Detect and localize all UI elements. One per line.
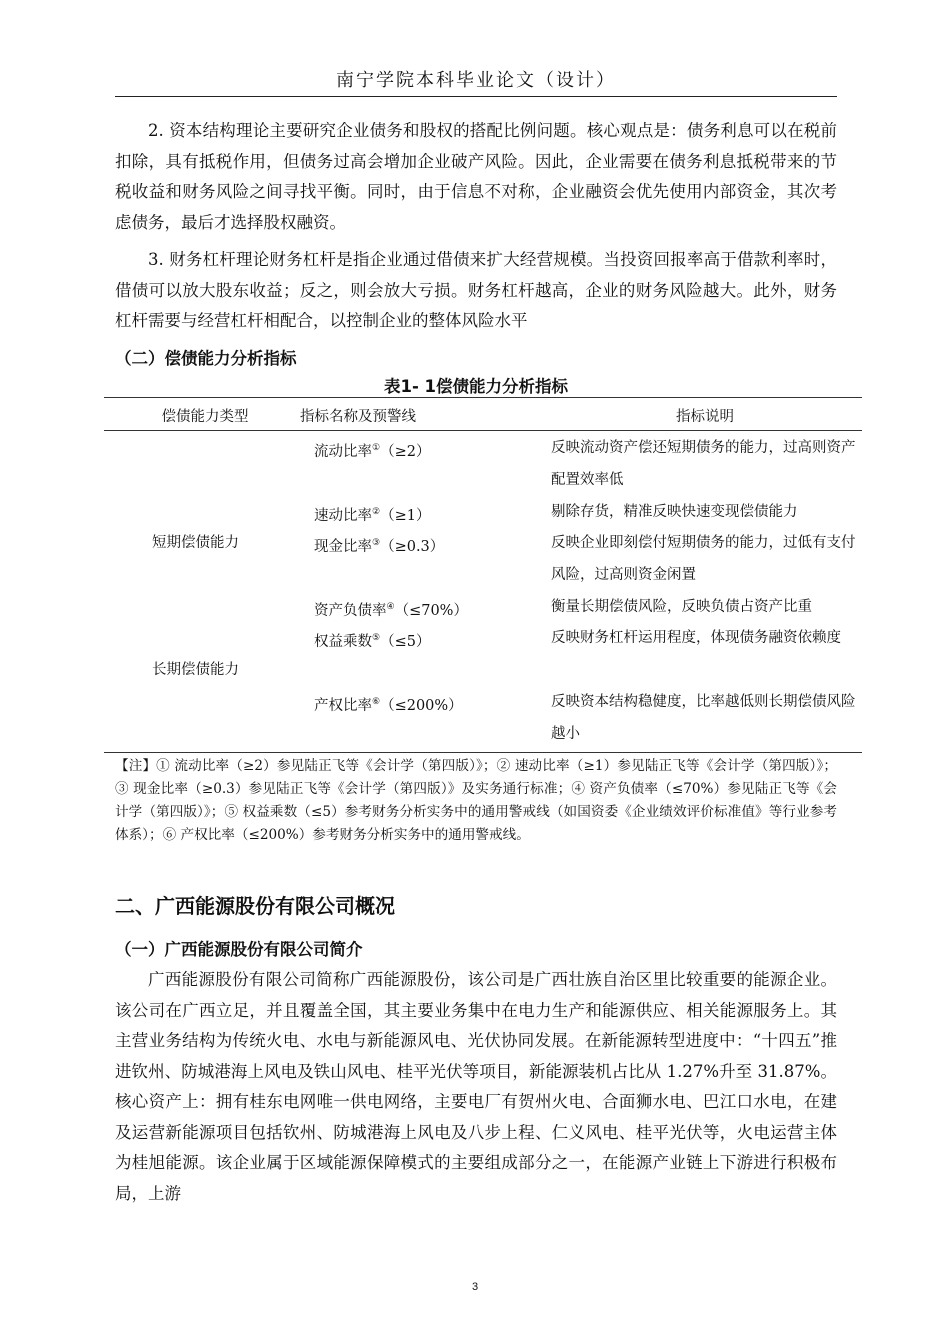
- table-row: 产权比率⑥（≤200%）: [314, 697, 463, 714]
- table-header-rule: [104, 430, 862, 431]
- group-short-term: 短期偿债能力: [152, 535, 239, 551]
- row-description: 反映流动资产偿还短期债务的能力，过高则资产配置效率低: [551, 440, 856, 488]
- table-header-description: 指标说明: [676, 409, 734, 425]
- table-row: 资产负债率④（≤70%）: [314, 602, 468, 619]
- page-header-title: 南宁学院本科毕业论文（设计）: [336, 70, 616, 91]
- paragraph-financial-leverage: 3. 财务杠杆理论财务杠杆是指企业通过借债来扩大经营规模。当投资回报率高于借款利率时，借债可以放大股东收益；反之，则会放大亏损。财务杠杆越高，企业的财务风险越大。此外，财务杠杆需要与经营杠杆相配合，以控制企业的整体风险水平: [115, 250, 837, 330]
- group-long-term: 长期偿债能力: [152, 662, 239, 678]
- table-header-type: 偿债能力类型: [161, 409, 249, 425]
- table-row: 现金比率③（≥0.3）: [314, 538, 445, 555]
- paragraph-company-intro: 广西能源股份有限公司简称广西能源股份，该公司是广西壮族自治区里比较重要的能源企业。该公司在广西立足，并且覆盖全国，其主要业务集中在电力生产和能源供应、相关能源服务上。其主营业务结构为传统火电、水电与新能源风电、光伏协同发展。在新能源转型进度中：“十四五”推进钦州、防城港海上风电及铁山风电、桂平光伏等项目，新能源装机占比从 1.27%升至 31.87%。核心资产上：拥有桂东电网唯一供电网络，主要电厂有贺州火电、合面狮水电、巴江口水电，在建及运营新能源项目包括钦州、防城港海上风电及八步上程、仁义风电、桂平光伏等，火电运营主体为桂旭能源。该企业属于区域能源保障模式的主要组成部分之一，在能源产业链上下游进行积极布局，上游: [115, 970, 837, 1203]
- section-heading: 二、广西能源股份有限公司概况: [115, 894, 395, 918]
- table-header-indicator: 指标名称及预警线: [300, 409, 416, 425]
- table-row: 流动比率①（≥2）: [314, 443, 431, 460]
- page-number: 3: [471, 1281, 479, 1293]
- table-row: 速动比率②（≥1）: [314, 507, 431, 524]
- row-description: 反映财务杠杆运用程度，体现债务融资依赖度: [551, 630, 841, 646]
- row-description: 衡量长期偿债风险，反映负债占资产比重: [551, 599, 812, 615]
- table-bottom-rule: [104, 752, 862, 753]
- row-description: 剔除存货，精准反映快速变现偿债能力: [551, 504, 798, 520]
- row-description: 反映企业即刻偿付短期债务的能力，过低有支付风险，过高则资金闲置: [551, 535, 856, 583]
- row-description: 反映资本结构稳健度，比率越低则长期偿债风险越小: [551, 694, 856, 742]
- header-rule: [115, 96, 837, 97]
- table-caption: 表1- 1偿债能力分析指标: [383, 377, 569, 396]
- table-note: 【注】① 流动比率（≥2）参见陆正飞等《会计学（第四版）》；② 速动比率（≥1）参见陆正飞等《会计学（第四版）》；③ 现金比率（≥0.3）参见陆正飞等《会计学（第四版）》及实务通行标准；④ 资产负债率（≤70%）参见陆正飞等《会计学（第四版）》；⑤ 权益乘数（≤5）参考财务分析实务中的通用警戒线（如国资委《企业绩效评价标准值》等行业参考体系）；⑥ 产权比率（≤200%）参考财务分析实务中的通用警戒线。: [115, 758, 837, 843]
- table-top-rule: [104, 397, 862, 398]
- paragraph-capital-structure: 2. 资本结构理论主要研究企业债务和股权的搭配比例问题。核心观点是：债务利息可以在税前扣除，具有抵税作用，但债务过高会增加企业破产风险。因此，企业需要在债务利息抵税带来的节税收益和财务风险之间寻找平衡。同时，由于信息不对称，企业融资会优先使用内部资金，其次考虑债务，最后才选择股权融资。: [115, 121, 837, 232]
- subheading-solvency-indicators: （二）偿债能力分析指标: [115, 349, 297, 368]
- table-row: 权益乘数⑤（≤5）: [314, 633, 431, 650]
- subheading-company-intro: （一）广西能源股份有限公司简介: [115, 940, 363, 959]
